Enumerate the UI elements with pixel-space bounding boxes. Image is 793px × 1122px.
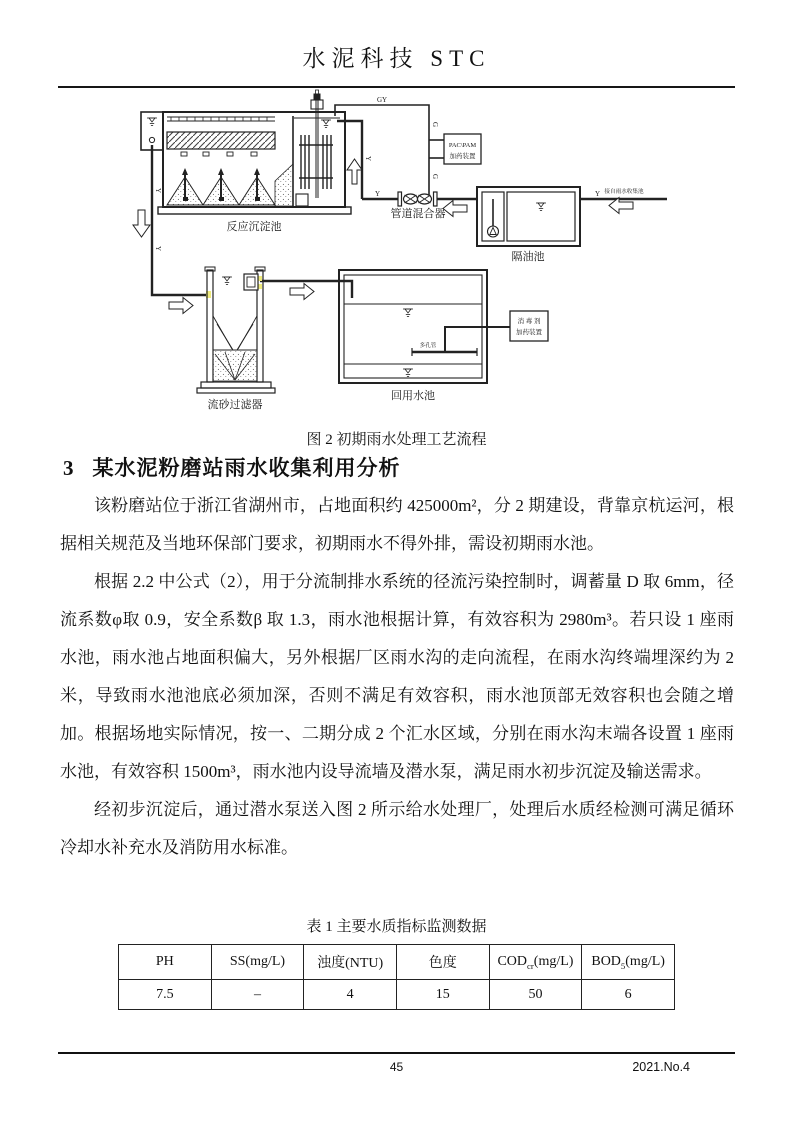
issue-number: 2021.No.4 [632,1060,690,1074]
table-header-cell: 色度 [396,945,489,980]
reaction-tank-label: 反应沉淀池 [226,221,282,233]
pipe-label-g: G [431,122,439,128]
pipe-label-y: Y [154,188,162,194]
reuse-pool-label: 回用水池 [391,390,435,402]
table-cell: 50 [489,980,582,1010]
pac-pam-label-line2: 加药装置 [449,153,476,160]
table-header-row [119,945,675,980]
table-header-cell: $COD_{cr}(mg/L)$ [489,945,582,980]
reuse-water-pool [339,270,510,383]
paragraph: 经初步沉淀后，通过潜水泵送入图 2 所示给水处理厂，处理后水质经检测可满足循环冷却水补充水及消防用水标准。 [60,800,734,857]
section-title: 某水泥粉磨站雨水收集利用分析 [92,456,401,480]
sand-filter-label: 流砂过滤器 [207,399,263,411]
body-text [60,487,734,867]
inlet-note-label: 接自雨水收集池 [604,189,644,195]
pipe-label-g: G [431,174,439,180]
pipe-label-gy: GY [377,96,388,104]
pipe-mixer-icon [398,192,437,206]
porous-pipe-label: 多孔管 [419,343,437,349]
flow-arrow-right-icon [290,284,314,300]
flow-arrow-down-icon [133,210,150,237]
water-quality-table [118,944,675,1010]
table-header-cell: SS(mg/L) [211,945,304,980]
flow-arrow-up-icon [347,159,362,184]
table-cell: 4 [304,980,397,1010]
paragraph: 该粉磨站位于浙江省湖州市，占地面积约 425000m²，分 2 期建设，背靠京杭运河，根据相关规范及当地环保部门要求，初期雨水不得外排，需设初期雨水池。 [60,496,734,553]
pipe-label-y: Y [595,190,601,198]
pipe-label-y: Y [364,156,372,162]
pipe-label-y: Y [154,246,162,252]
pipe-label-y: Y [375,190,381,198]
disinfectant-label-line2: 加药装置 [516,329,542,336]
section-heading [63,452,401,482]
reaction-sedimentation-tank [141,90,351,214]
table-cell: 15 [396,980,489,1010]
table-header-cell: PH [119,945,212,980]
pipe-mixer-label: 管道混合器 [390,208,446,220]
paragraph: 根据 2.2 中公式（2），用于分流制排水系统的径流污染控制时，调蓄量 D 取 6mm，径流系数φ取 0.9，安全系数β 取 1.3，雨水池根据计算，有效容积为 2980m³。若只设 1 座雨水池，雨水池占地面积偏大，另外根据厂区雨水沟的走向流程，在雨水沟终端埋深约为 2 米，导致雨水池池底必须加深，否则不满足有效容积，雨水池顶部无效容积也会随之增加。根据场地实际情况，按一、二期分成 2 个汇水区域，分别在雨水沟末端各设置 1 座雨水池，有效容积 1500m³，雨水池内设导流墙及潜水泵，满足雨水初步沉淀及输送需求。 [60,572,734,781]
flow-arrow-left-icon [443,201,467,217]
table-cell: 7.5 [119,980,212,1010]
table-cell: – [211,980,304,1010]
table-row [119,980,675,1010]
section-number: 3 [63,456,75,480]
table-header-cell: 浊度(NTU) [304,945,397,980]
process-flow-diagram [127,88,667,433]
page-number: 45 [389,1060,404,1074]
agitator-motor-icon [311,90,323,109]
oil-separator-tank [477,187,580,246]
oil-separator-label: 隔油池 [511,251,545,263]
sand-filter-vessel [197,267,275,393]
table-cell: 6 [582,980,675,1010]
flow-arrow-right-icon [169,298,193,314]
disinfectant-label-line1: 消 毒 剂 [517,318,541,325]
table-caption: 表 1 主要水质指标监测数据 [306,919,487,935]
pac-pam-label-line1: PAC\PAM [448,142,477,149]
pac-pam-dosing-box [444,134,481,164]
figure-caption: 图 2 初期雨水处理工艺流程 [306,432,487,448]
table-header-cell: $BOD_5(mg/L)$ [582,945,675,980]
disinfectant-dosing-box [510,311,548,341]
footer-rule [58,1052,735,1054]
journal-title: 水泥科技 STC [302,46,491,71]
